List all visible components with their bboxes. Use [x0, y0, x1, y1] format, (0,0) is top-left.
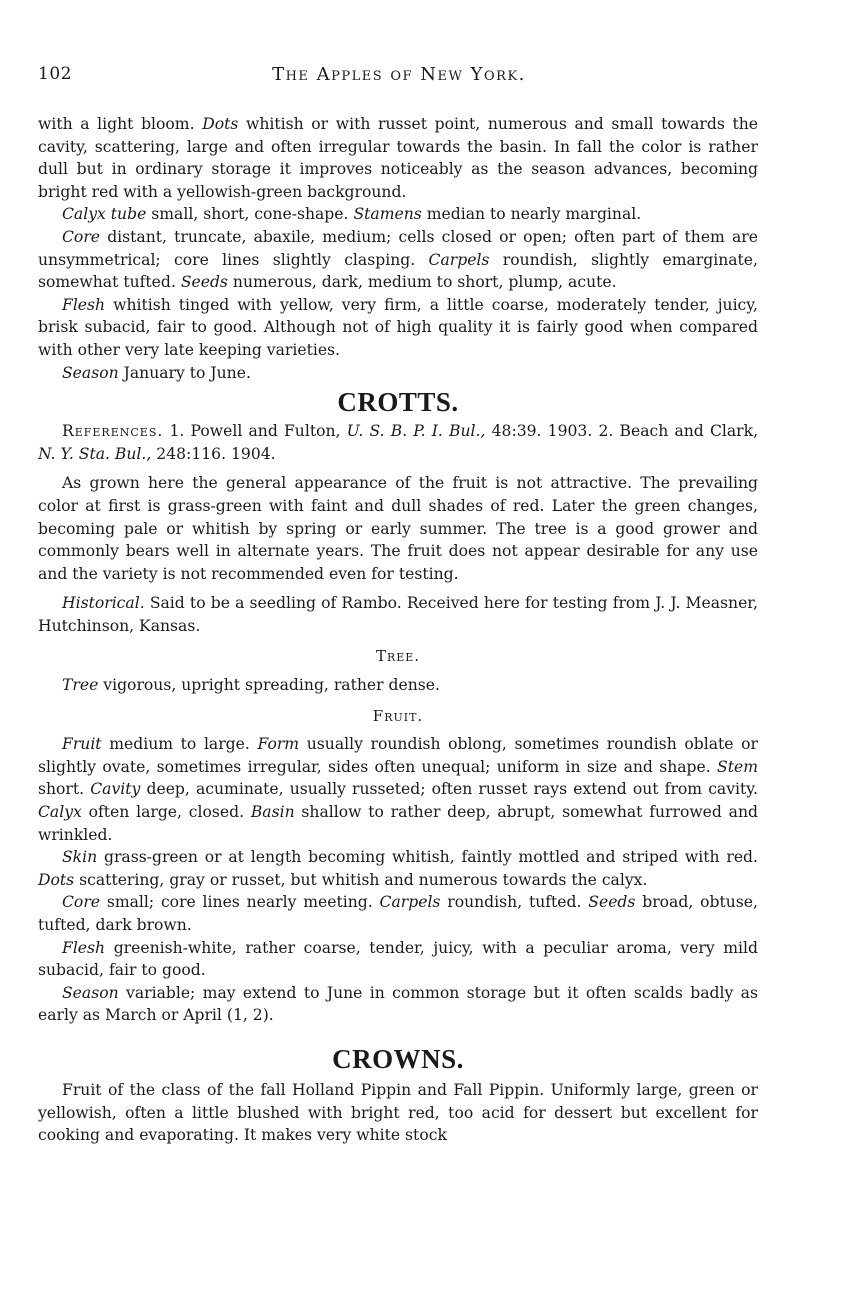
term-label: Carpels	[379, 893, 441, 912]
term-label: Dots	[202, 115, 239, 133]
paragraph-fruit: Fruit medium to large. Form usually roundish oblong, sometimes roundish oblate or slightly ovate, sometimes irregular, sides often unequal; uniform in size and shape. Stem short. Cavity deep, acuminate, usually russeted; often russet rays extend out from cavity. Calyx often large, closed. Basin shallow to rather deep, abrupt, somewhat furrowed and wrinkled.	[38, 735, 758, 844]
term-label: Dots	[38, 870, 75, 889]
running-title: The Apples of New York.	[272, 64, 526, 85]
term-label: Stem	[717, 757, 758, 776]
term-label: Carpels	[428, 250, 490, 269]
paragraph-intro: As grown here the general appearance of the fruit is not attractive. The prevailing color at first is grass-green with faint and dull shades of red. Later the green changes, becoming pale or whitish by spring or early summer. The tree is a good grower and commonly bears well in alternate years. The fruit does not appear desirable for any use and the variety is not recommended even for testing.	[38, 474, 758, 583]
term-label: Seeds	[588, 893, 636, 912]
variety-title-crotts: CROTTS.	[337, 387, 459, 418]
term-label: Historical.	[62, 594, 145, 613]
term-label: Core	[62, 893, 101, 912]
section-heading-tree: Tree.	[375, 647, 421, 666]
references-label: References.	[62, 422, 164, 441]
term-label: Form	[257, 735, 300, 754]
paragraph-tree: Tree vigorous, upright spreading, rather dense.	[62, 676, 440, 695]
paragraph-core: Core small; core lines nearly meeting. Carpels roundish, tufted. Seeds broad, obtuse, tufted, dark brown.	[38, 893, 758, 934]
term-label: Flesh	[62, 938, 106, 957]
term-label: Flesh	[62, 295, 106, 314]
page-number: 102	[38, 64, 72, 84]
term-label: Core	[62, 227, 101, 246]
term-label: Fruit	[62, 735, 102, 754]
paragraph-flesh: Flesh greenish-white, rather coarse, tender, juicy, with a peculiar aroma, very mild subacid, fair to good.	[38, 938, 758, 980]
running-head	[38, 64, 760, 88]
paragraph-core: Core distant, truncate, abaxile, medium; cells closed or open; often part of them are unsymmetrical; core lines slightly clasping. Carpels roundish, slightly emarginate, somewhat tufted. Seeds numerous, dark, medium to short, plump, acute.	[38, 227, 758, 292]
section-heading-fruit: Fruit.	[372, 706, 424, 725]
paragraph-crowns-intro: Fruit of the class of the fall Holland Pippin and Fall Pippin. Uniformly large, green or yellowish, often a little blushed with bright red, too acid for dessert but excellent for cooking and evaporating. It makes very white stock	[38, 1080, 758, 1145]
term-label: Cavity	[90, 780, 141, 799]
term-label: Seeds	[180, 273, 228, 292]
paragraph-historical: Historical. Said to be a seedling of Rambo. Received here for testing from J. J. Measner, Hutchinson, Kansas.	[38, 594, 758, 635]
term-label: Season	[62, 983, 119, 1002]
body-text	[38, 113, 758, 1147]
paragraph-skin: Skin grass-green or at length becoming whitish, faintly mottled and striped with red. Dots scattering, gray or russet, but whitish and numerous towards the calyx.	[38, 848, 758, 889]
term-label: Calyx	[38, 803, 82, 822]
term-label: Skin	[62, 848, 98, 867]
term-label: Season	[62, 363, 119, 382]
paragraph-flesh: Flesh whitish tinged with yellow, very firm, a little coarse, moderately tender, juicy, brisk subacid, fair to good. Although not of high quality it is fairly good when compared with other very late keeping varieties.	[38, 295, 758, 359]
paragraph-calyx-tube: Calyx tube small, short, cone-shape. Stamens median to nearly marginal.	[62, 205, 642, 224]
term-label: Tree	[62, 676, 99, 695]
paragraph-skin-dots: with a light bloom. Dots whitish or with russet point, numerous and small towards the cavity, scattering, large and often irregular towards the basin. In fall the color is rather dull but in ordinary storage it improves noticeably as the season advances, becoming bright red with a yellowish-green background.	[38, 115, 758, 201]
variety-title-crowns: CROWNS.	[332, 1043, 464, 1074]
term-label: Basin	[250, 803, 295, 822]
term-label: Stamens	[353, 205, 422, 224]
paragraph-season: Season January to June.	[62, 363, 251, 382]
term-label: Calyx tube	[62, 205, 147, 224]
references: References. 1. Powell and Fulton, U. S. B. P. I. Bul., 48:39. 1903. 2. Beach and Clark, N. Y. Sta. Bul., 248:116. 1904.	[38, 422, 759, 463]
paragraph-season: Season variable; may extend to June in common storage but it often scalds badly as early as March or April (1, 2).	[38, 983, 758, 1025]
